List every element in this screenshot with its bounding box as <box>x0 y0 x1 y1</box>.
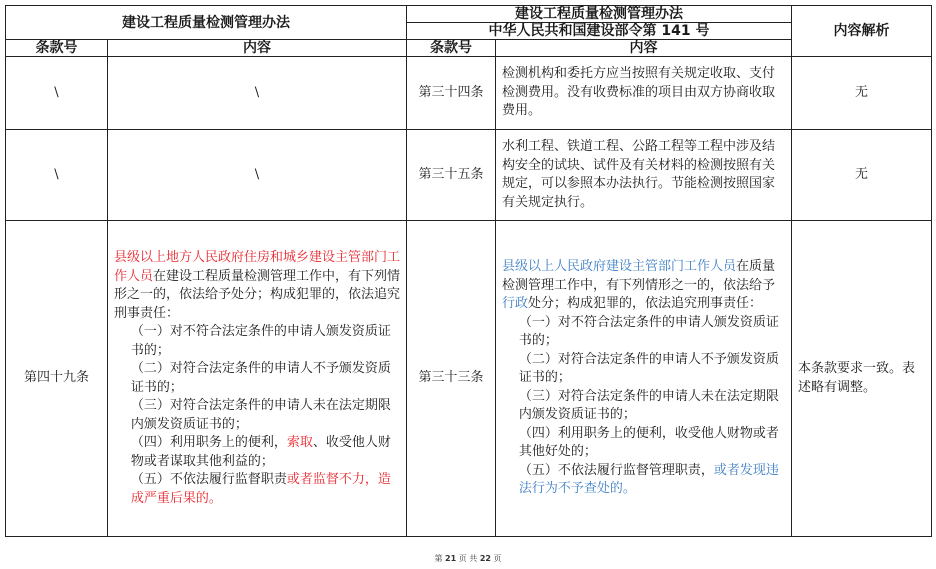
right-changed-text: 县级以上人民政府建设主管部门工作人员 <box>502 259 737 275</box>
right-content-cell: 检测机构和委托方应当按照有关规定收取、支付检测费用。没有收费标准的项目由双方协商收取费用。 <box>496 57 792 130</box>
left-clause-header: 条款号 <box>6 40 108 57</box>
list-item: （二）对符合法定条件的申请人不予颁发资质证书的； <box>518 351 779 386</box>
left-content-cell: \ <box>108 57 407 130</box>
list-item: （五）不依法履行监督管理职责，或者发现违法行为不予查处的。 <box>518 462 779 497</box>
right-clause-cell: 第三十五条 <box>407 130 496 221</box>
right-document-title: 建设工程质量检测管理办法 <box>407 6 792 23</box>
left-changed-text: 索取 <box>286 435 313 450</box>
left-changed-text: 或者监督不力，造成严重后果的。 <box>130 472 391 506</box>
list-item: （五）不依法履行监督职责或者监督不力，造成严重后果的。 <box>130 472 391 506</box>
right-content-cell: 水利工程、铁道工程、公路工程等工程中涉及结构安全的试块、试件及有关材料的检测按照有关规定，可以参照本办法执行。节能检测按照国家有关规定执行。 <box>496 130 792 221</box>
table-row <box>6 130 932 221</box>
list-item: （四）利用职务上的便利，索取、收受他人财物或者谋取其他利益的； <box>130 435 391 469</box>
left-changed-text: 县级以上地方人民政府住房和城乡建设主管部门工作人员 <box>114 250 401 284</box>
right-clause-header: 条款号 <box>407 40 496 57</box>
left-content-cell: 县级以上地方人民政府住房和城乡建设主管部门工作人员在建设工程质量检测管理工作中，有下列情形之一的，依法给予处分；构成犯罪的，依法追究刑事责任： （一）对不符合法定条件的申请人颁发资质证书的； （二）对符合法定条件的申请人不予颁发资质证书的； （三）对符合法定条件的申请人未在法定期限内颁发资质证书的； （四）利用职务上的便利，索取、收受他人财物或者谋取其他利益的； （五）不依法履行监督职责或者监督不力，造成严重后果的。 <box>108 221 407 537</box>
right-clause-cell: 第三十三条 <box>407 221 496 537</box>
right-content-header: 内容 <box>496 40 792 57</box>
right-clause-cell: 第三十四条 <box>407 57 496 130</box>
list-item: （三）对符合法定条件的申请人未在法定期限内颁发资质证书的； <box>518 388 779 423</box>
table-row <box>6 221 932 537</box>
analysis-cell: 无 <box>792 57 932 130</box>
right-content-cell: 县级以上人民政府建设主管部门工作人员在质量检测管理工作中，有下列情形之一的，依法给予行政处分；构成犯罪的，依法追究刑事责任： （一）对不符合法定条件的申请人颁发资质证书的； （二）对符合法定条件的申请人不予颁发资质证书的； （三）对符合法定条件的申请人未在法定期限内颁发资质证书的； （四）利用职务上的便利，收受他人财物或者其他好处的； （五）不依法履行监督管理职责，或者发现违法行为不予查处的。 <box>496 221 792 537</box>
left-clause-cell: \ <box>6 130 108 221</box>
right-changed-text: 或者发现违法行为不予查处的。 <box>518 462 779 497</box>
left-content-header: 内容 <box>108 40 407 57</box>
list-item: （二）对符合法定条件的申请人不予颁发资质证书的； <box>130 361 391 395</box>
left-clause-cell: \ <box>6 57 108 130</box>
left-document-title: 建设工程质量检测管理办法 <box>6 6 407 40</box>
right-document-subtitle: 中华人民共和国建设部令第 141 号 <box>407 23 792 40</box>
comparison-table <box>5 5 932 537</box>
left-clause-cell: 第四十九条 <box>6 221 108 537</box>
analysis-cell: 本条款要求一致。表述略有调整。 <box>792 221 932 537</box>
table-row <box>6 57 932 130</box>
page-total: 22 <box>479 554 491 563</box>
page-number: 21 <box>445 554 457 563</box>
right-changed-text: 行政 <box>502 296 529 312</box>
list-item: （一）对不符合法定条件的申请人颁发资质证书的； <box>518 314 779 349</box>
analysis-header: 内容解析 <box>792 6 932 57</box>
list-item: （一）对不符合法定条件的申请人颁发资质证书的； <box>130 324 391 358</box>
analysis-cell: 无 <box>792 130 932 221</box>
left-content-cell: \ <box>108 130 407 221</box>
page-footer: 第 21 页 共 22 页 <box>434 554 502 563</box>
list-item: （三）对符合法定条件的申请人未在法定期限内颁发资质证书的； <box>130 398 391 432</box>
list-item: （四）利用职务上的便利，收受他人财物或者其他好处的； <box>518 425 779 460</box>
